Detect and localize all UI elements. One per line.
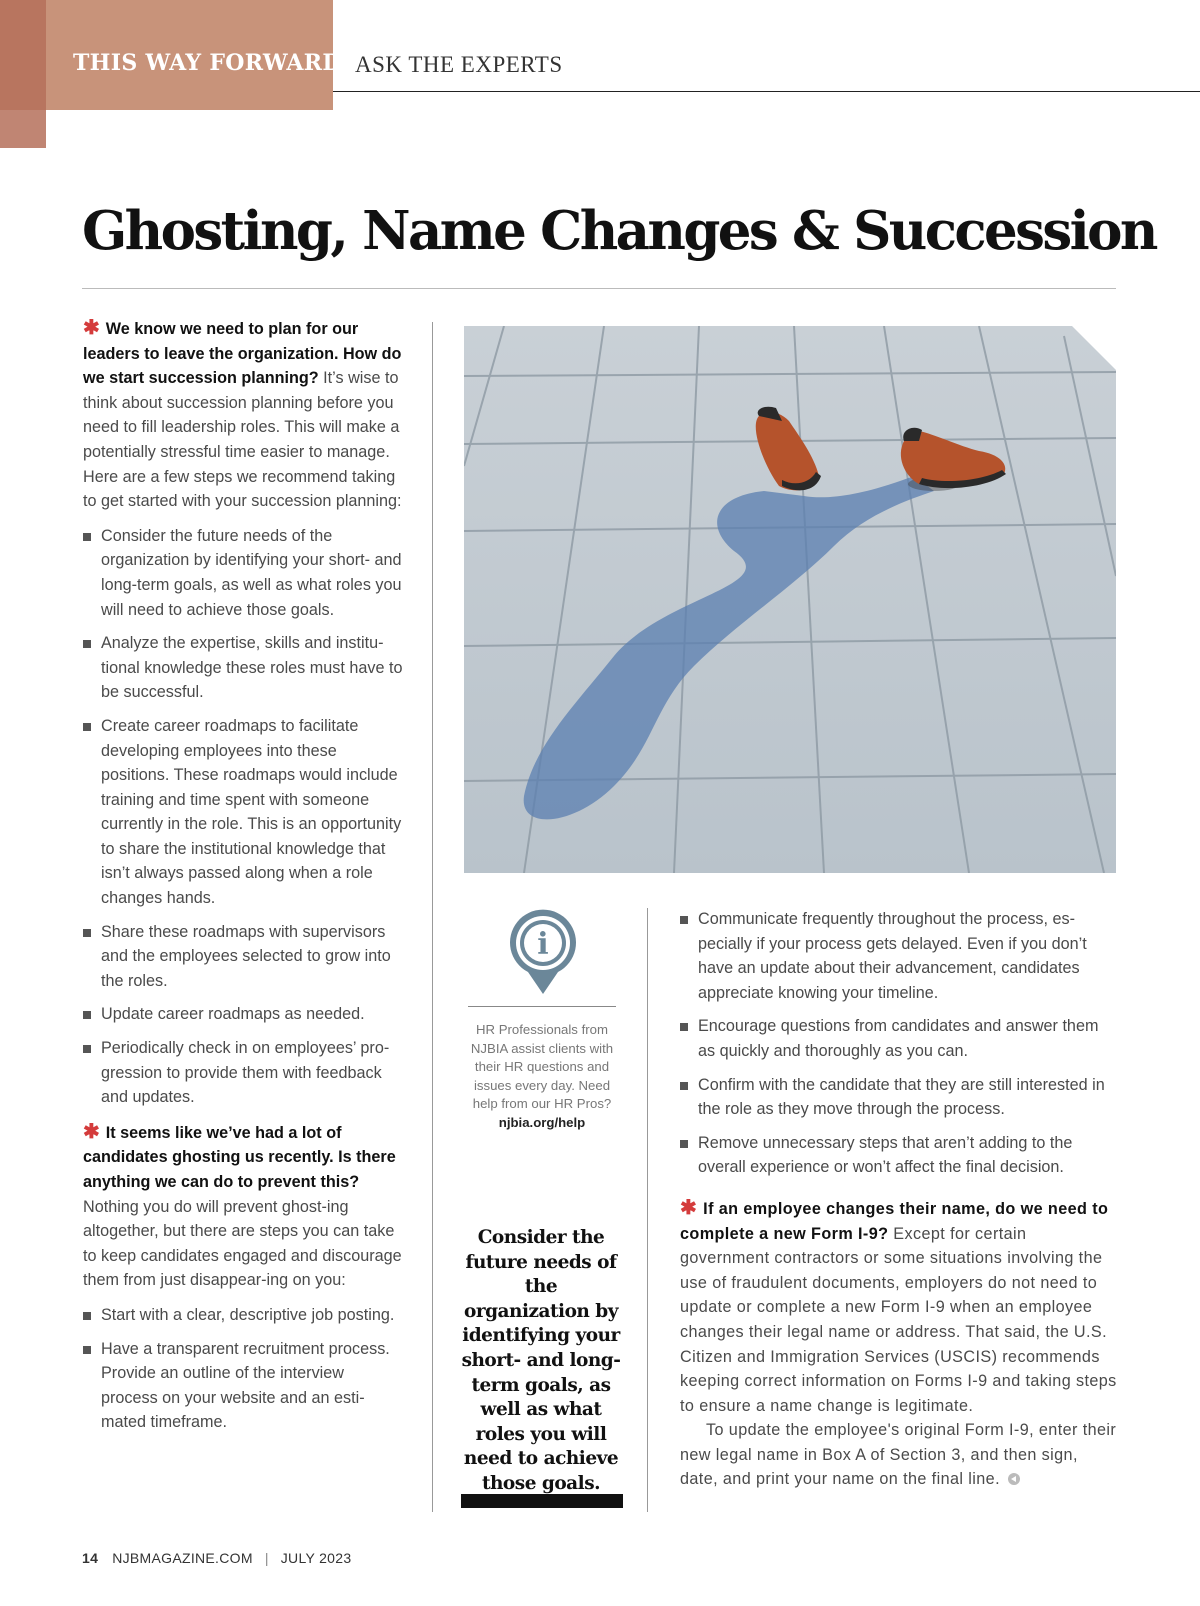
bullet-list-3 [680, 907, 1117, 1180]
answer-3b-text: To update the employee's original Form I-9, enter their new legal name in Box A of Section 3, and then sign, date, and print your name on the final line. [680, 1421, 1117, 1489]
list-item: Periodically check in on employees’ pro-gression to provide them with feedback and updates. [83, 1036, 405, 1110]
help-link[interactable]: njbia.org/help [498, 1114, 586, 1130]
bullet-list-1 [83, 524, 405, 1110]
end-mark-icon [1008, 1473, 1020, 1485]
subsection-label: ASK THE EXPERTS [355, 52, 563, 77]
footer-issue: JULY 2023 [280, 1550, 352, 1566]
list-item: Start with a clear, descriptive job posting. [83, 1303, 405, 1328]
answer-3-continued [680, 1418, 1117, 1492]
left-column [83, 316, 405, 1445]
section-label: THIS WAY FORWARD [73, 50, 342, 76]
question-2 [83, 1120, 405, 1293]
column-divider [432, 322, 433, 1512]
footer-site: NJBMAGAZINE.COM [112, 1550, 253, 1566]
page-number: 14 [82, 1550, 99, 1566]
answer-2-text: Nothing you do will prevent ghost-ing altogether, but there are steps you can take to keep candidates engaged and discourage them from just disappear-ing on you: [83, 1197, 402, 1290]
shoes-shadow-photo [464, 326, 1116, 873]
list-item: Remove unnecessary steps that aren’t adding to the overall experience or won’t affect the final decision. [680, 1131, 1117, 1180]
pull-quote-bar [461, 1494, 623, 1508]
title-rule [82, 288, 1116, 289]
question-1-text: We know we need to plan for our leaders to leave the organization. How do we start succession planning? [83, 320, 402, 388]
answer-1-text: It’s wise to think about succession planning before you need to fill leadership roles. This will make a potentially stressful time easier to manage. Here are a few steps we recommend taking to get started with your succession planning: [83, 369, 402, 511]
question-3-text: If an employee changes their name, do we need to complete a new Form I-9? [680, 1199, 1109, 1243]
list-item: Consider the future needs of the organization by identifying your short- and long-term goals, as well as what roles you will need to achieve those goals. [83, 524, 405, 622]
asterisk-icon: ✱ [83, 1120, 100, 1143]
question-1 [83, 316, 405, 514]
page-title: Ghosting, Name Changes & Succession [82, 200, 1156, 262]
header-accent-strip [0, 0, 46, 148]
footer-separator: | [264, 1550, 269, 1566]
bullet-list-2 [83, 1303, 405, 1435]
asterisk-icon: ✱ [680, 1196, 698, 1219]
info-icon [508, 908, 578, 996]
svg-text:i: i [537, 927, 549, 962]
pull-quote: Consider the future needs of the organization by identifying your short- and long-term goals, as well as what roles you will need to achieve those goals. [461, 1227, 621, 1494]
header-rule [333, 91, 1200, 92]
list-item: Update career roadmaps as needed. [83, 1002, 405, 1027]
column-divider [647, 908, 648, 1512]
footer [82, 1550, 351, 1566]
info-rule [468, 1006, 616, 1007]
question-2-text: It seems like we’ve had a lot of candidates ghosting us recently. Is there anything we can do to prevent this? [83, 1123, 396, 1191]
answer-3-text: Except for certain government contractors or some situations involving the use of fraudulent documents, employers do not need to update or complete a new Form I-9 when an employee changes their legal name or address. That said, the U.S. Citizen and Immigration Services (USCIS) recommends keeping correct information on Forms I-9 and taking steps to ensure a name change is legitimate. [680, 1224, 1117, 1415]
info-text: HR Professionals from NJBIA assist clients with their HR questions and issues every day. Need help from our HR Pros? [470, 1022, 614, 1111]
list-item: Communicate frequently throughout the process, es-pecially if your process gets delayed. Even if you don’t have an update about their advancement, candidates appreciate knowing your timeline. [680, 907, 1117, 1005]
list-item: Have a transparent recruitment process. Provide an outline of the interview process on your website and an esti-mated timeframe. [83, 1337, 405, 1435]
list-item: Create career roadmaps to facilitate developing employees into these positions. These roadmaps would include training and time spent with someone currently in the role. This is an opportunity to share the institutional knowledge that isn’t always passed along when a role changes hands. [83, 714, 405, 911]
info-box [468, 1021, 616, 1132]
right-column [680, 907, 1117, 1492]
asterisk-icon: ✱ [83, 317, 100, 339]
list-item: Encourage questions from candidates and answer them as quickly and thoroughly as you can. [680, 1014, 1117, 1063]
list-item: Share these roadmaps with supervisors and the employees selected to grow into the roles. [83, 920, 405, 994]
list-item: Confirm with the candidate that they are still interested in the role as they move through the process. [680, 1073, 1117, 1122]
list-item: Analyze the expertise, skills and institu-tional knowledge these roles must have to be successful. [83, 631, 405, 705]
question-3 [680, 1196, 1117, 1418]
